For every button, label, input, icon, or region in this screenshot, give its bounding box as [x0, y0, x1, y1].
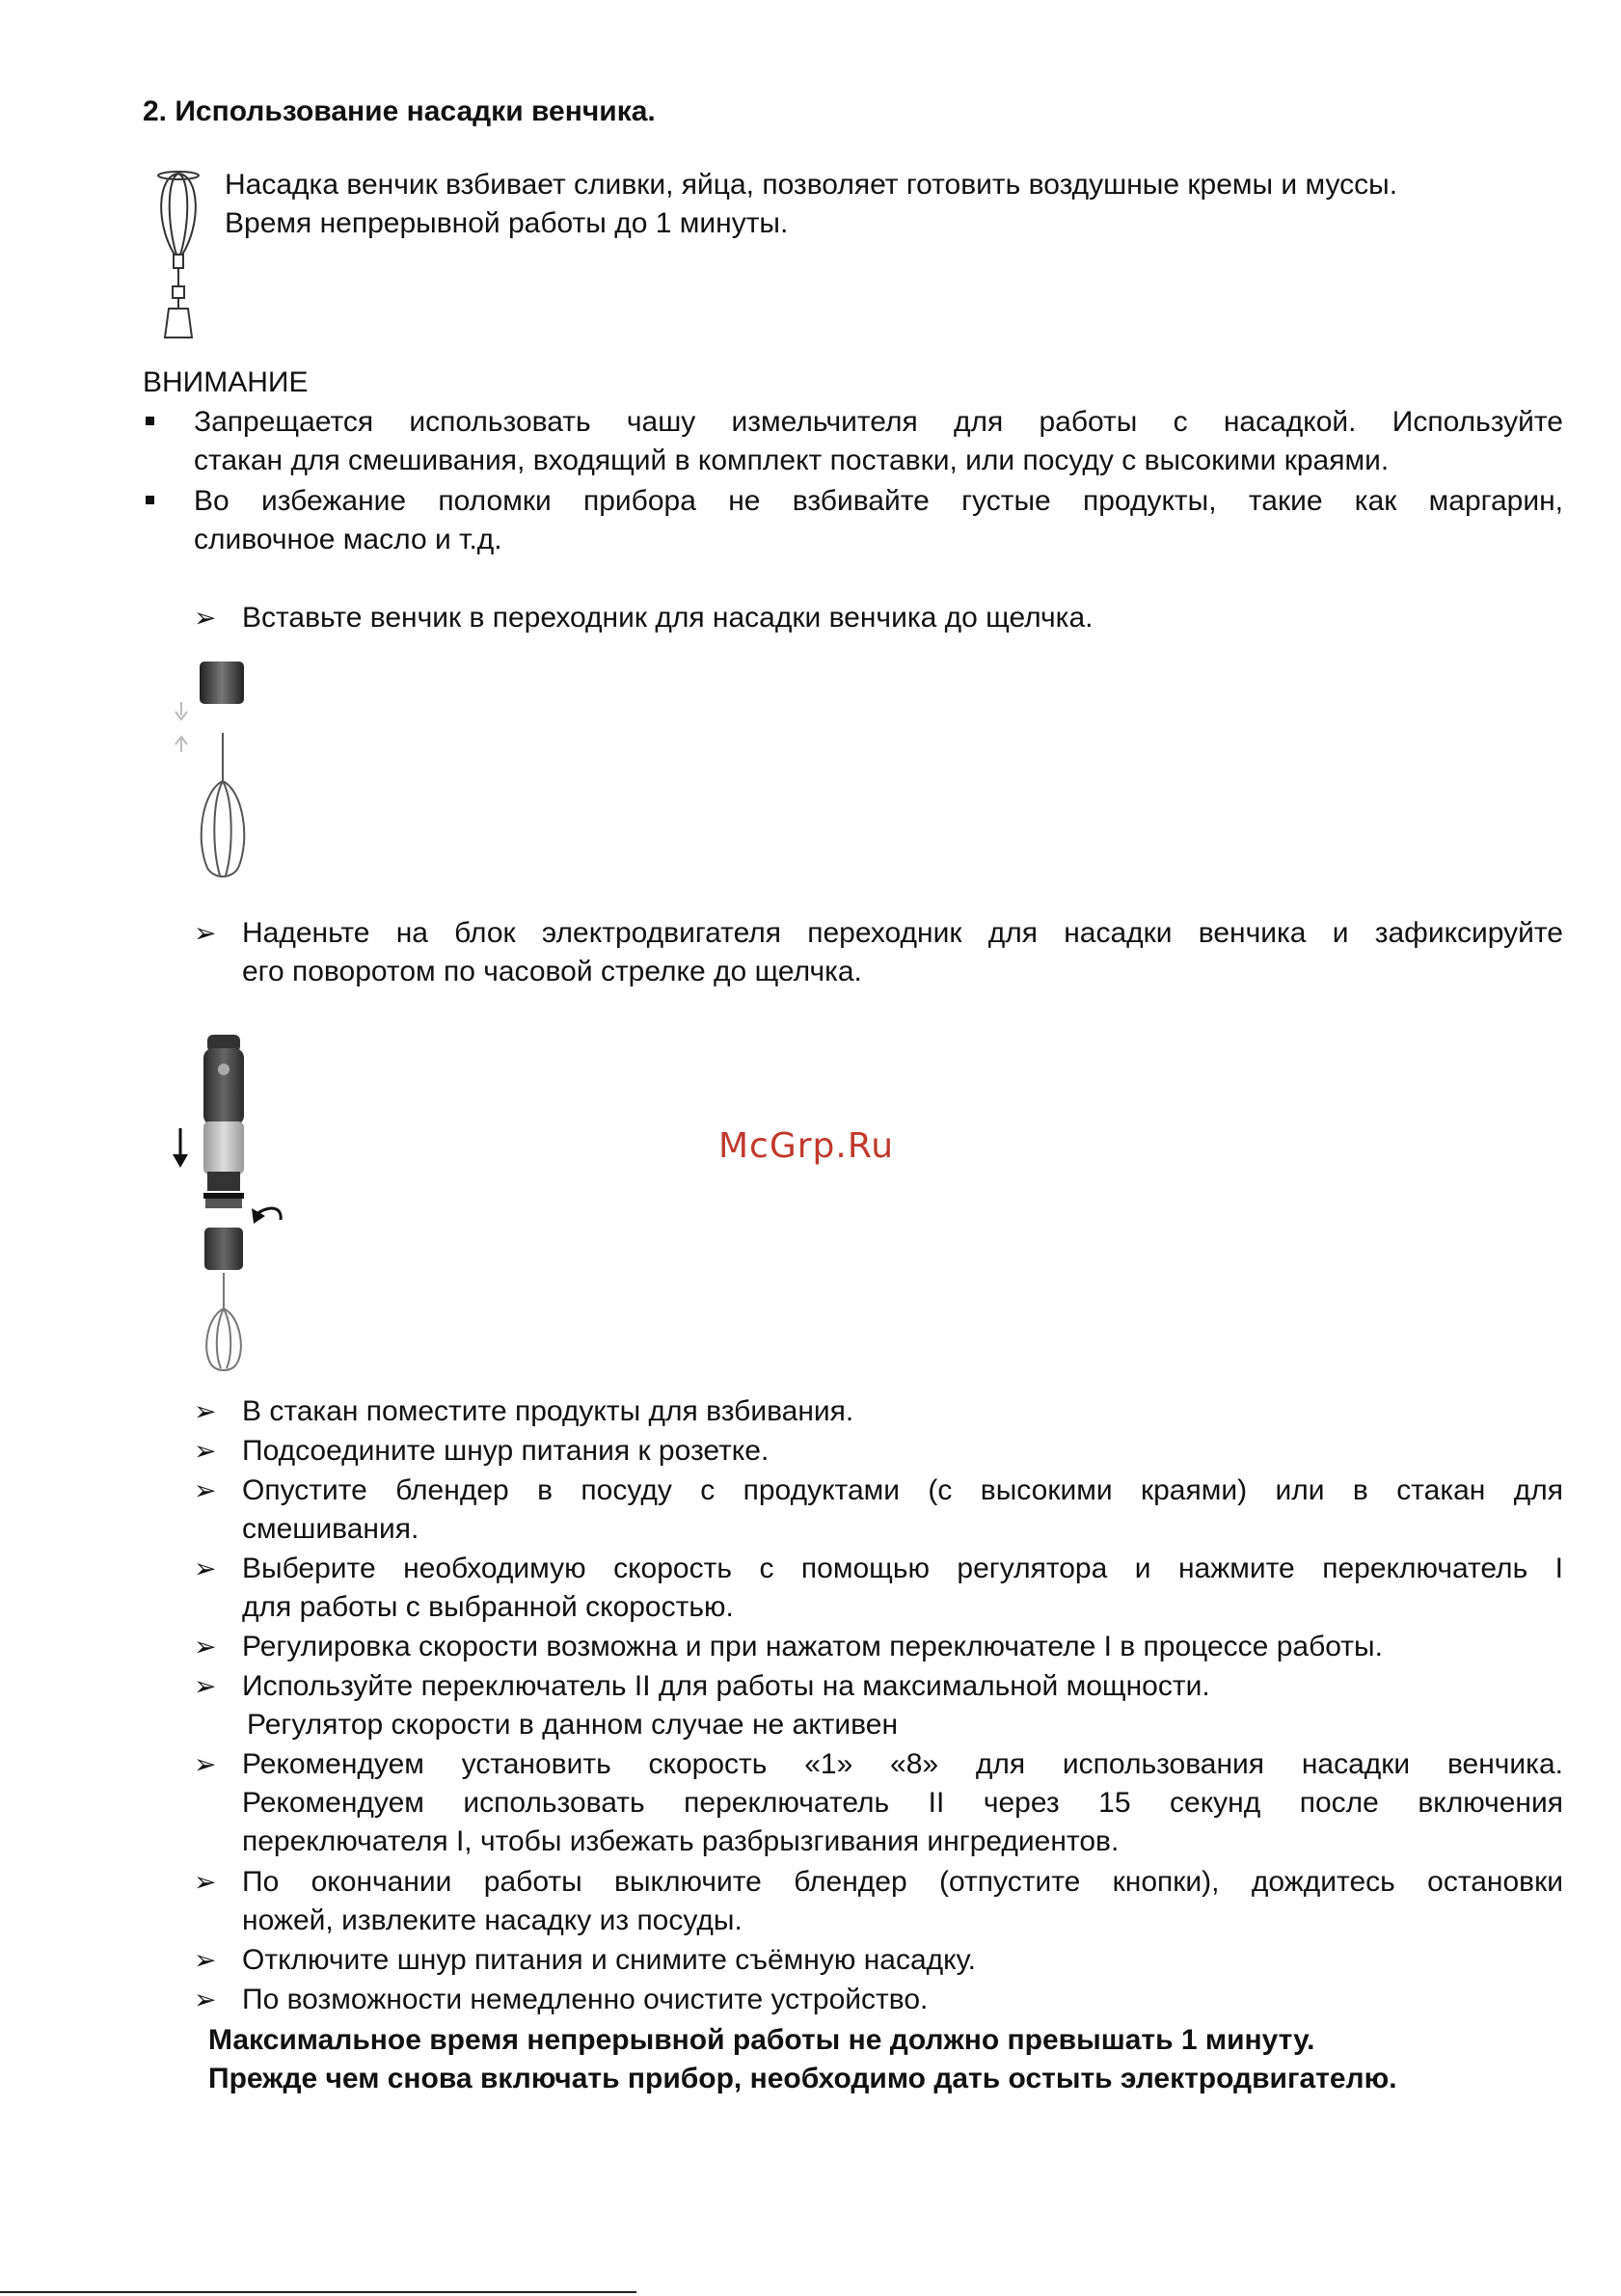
arrow-bullet-icon: ➢ [194, 1436, 217, 1466]
step-6-line-2: для работы с выбранной скоростью. [242, 1591, 734, 1623]
step-12-line-1: По возможности немедленно очистите устройство. [242, 1984, 929, 2015]
step-7-line-1: Регулировка скорости возможна и при нажатом переключателе I в процессе работы. [242, 1631, 1383, 1662]
step-3-line-1: В стакан поместите продукты для взбивания. [242, 1395, 854, 1427]
intro-line-2: Время непрерывной работы до 1 минуты. [225, 207, 789, 239]
step-8-line-2: Регулятор скорости в данном случае не активен [247, 1709, 899, 1741]
step-8-line-1: Используйте переключатель II для работы на максимальной мощности. [242, 1670, 1210, 1702]
final-note-1: Максимальное время непрерывной работы не должно превышать 1 минуту. [208, 2024, 1315, 2056]
whisk-adapter-illustration-icon [174, 656, 260, 887]
arrow-bullet-icon: ➢ [194, 1475, 217, 1505]
step-insert-whisk: Вставьте венчик в переходник для насадки венчика до щелчка. [242, 602, 1094, 634]
step-attach-adapter-line-1: Наденьте на блок электродвигателя переходник для насадки венчика и зафиксируйте [242, 917, 1563, 949]
step-4-line-1: Подсоедините шнур питания к розетке. [242, 1435, 770, 1467]
arrow-bullet-icon: ➢ [194, 1671, 217, 1701]
step-9-line-3: переключателя I, чтобы избежать разбрызгивания ингредиентов. [242, 1825, 1120, 1857]
warning-bullet-2-line-2: сливочное масло и т.д. [194, 524, 502, 555]
step-9-line-2: Рекомендуем использовать переключатель II через 15 секунд после включения [242, 1787, 1563, 1819]
step-11-line-1: Отключите шнур питания и снимите съёмную насадку. [242, 1944, 976, 1976]
intro-line-1: Насадка венчик взбивает сливки, яйца, позволяет готовить воздушные кремы и муссы. [225, 169, 1398, 201]
warning-title: ВНИМАНИЕ [143, 366, 309, 398]
section-title: 2. Использование насадки венчика. [143, 95, 656, 127]
arrow-bullet-icon: ➢ [194, 1749, 217, 1779]
step-attach-adapter-line-2: его поворотом по часовой стрелке до щелчка. [242, 956, 862, 987]
step-5-line-1: Опустите блендер в посуду с продуктами (с высокими краями) или в стакан для [242, 1474, 1563, 1506]
footer-divider [0, 2291, 636, 2293]
arrow-bullet-icon: ➢ [194, 1945, 217, 1975]
blender-assembly-illustration-icon [159, 1027, 294, 1374]
arrow-bullet-icon: ➢ [194, 1985, 217, 2014]
arrow-bullet-icon: ➢ [194, 603, 217, 633]
step-9-line-1: Рекомендуем установить скорость «1» «8» для использования насадки венчика. [242, 1748, 1563, 1780]
square-bullet-icon [146, 417, 154, 425]
arrow-bullet-icon: ➢ [194, 1867, 217, 1897]
step-6-line-1: Выберите необходимую скорость с помощью регулятора и нажмите переключатель I [242, 1553, 1563, 1584]
step-10-line-1: По окончании работы выключите блендер (отпустите кнопки), дождитесь остановки [242, 1866, 1563, 1898]
step-10-line-2: ножей, извлеките насадку из посуды. [242, 1904, 743, 1936]
warning-bullet-2-line-1: Во избежание поломки прибора не взбивайте густые продукты, такие как маргарин, [194, 485, 1563, 517]
step-5-line-2: смешивания. [242, 1513, 419, 1545]
square-bullet-icon [146, 496, 154, 504]
arrow-bullet-icon: ➢ [194, 1396, 217, 1426]
watermark: McGrp.Ru [718, 1126, 895, 1166]
warning-bullet-1-line-1: Запрещается использовать чашу измельчителя для работы с насадкой. Используйте [194, 406, 1563, 438]
arrow-bullet-icon: ➢ [194, 1632, 217, 1661]
final-note-2: Прежде чем снова включать прибор, необходимо дать остыть электродвигателю. [208, 2063, 1397, 2094]
arrow-bullet-icon: ➢ [194, 1553, 217, 1583]
arrow-bullet-icon: ➢ [194, 918, 217, 948]
warning-bullet-1-line-2: стакан для смешивания, входящий в комплект поставки, или посуду с высокими краями. [194, 445, 1390, 476]
whisk-attachment-icon [149, 166, 207, 344]
